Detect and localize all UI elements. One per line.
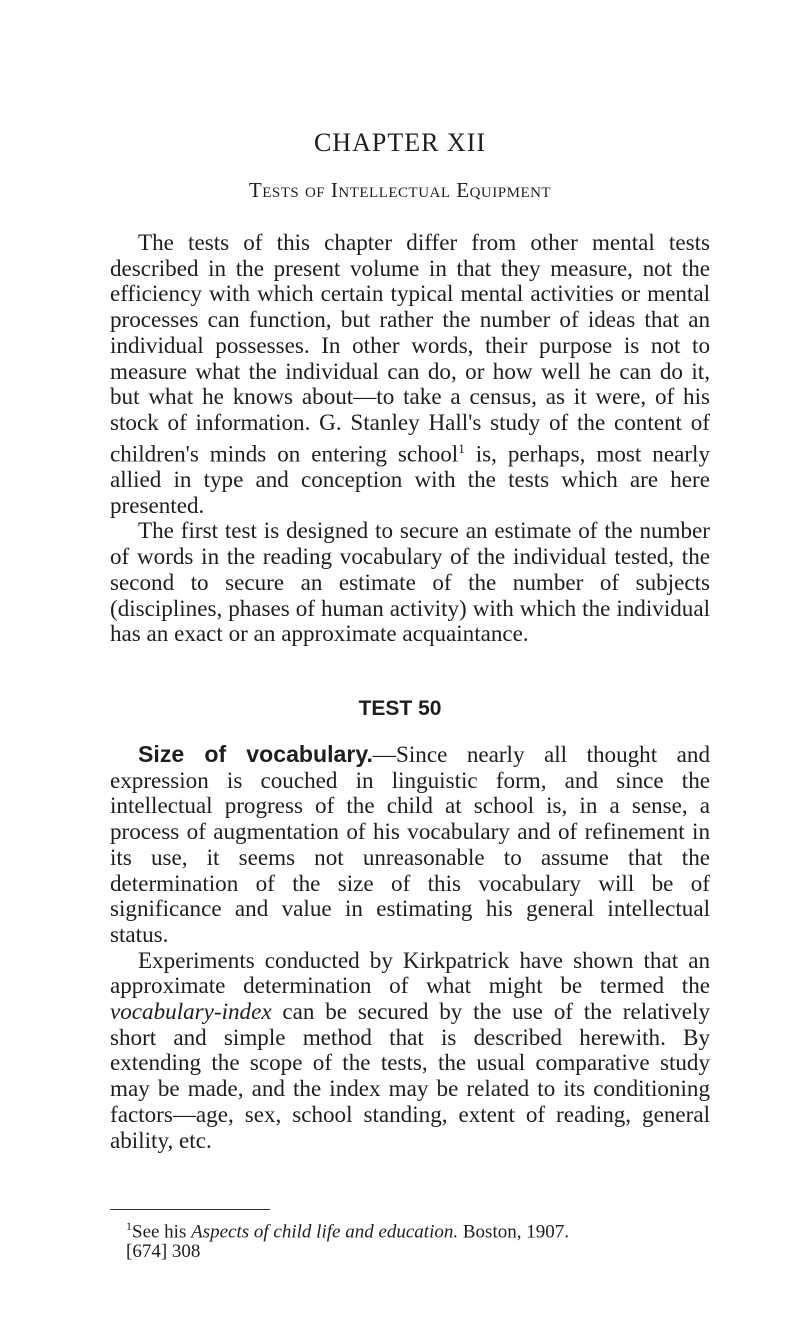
page-number	[126, 1240, 200, 1264]
footnote-ref: 1	[458, 440, 465, 456]
test-text-2a: Experiments conducted by Kirkpatrick have shown that an approximate determination of what might be termed the	[110, 946, 710, 999]
test-text-2b: can be secured by the use of the relatively short and simple method that is described herewith. By extending the scope of the tests, the usual comparative study may be made, and the index may be related to its conditioning factors—age, sex, school standing, extent of reading, general ability, etc.	[110, 998, 710, 1153]
test-paragraph-1	[110, 742, 710, 948]
runin-heading: Size of vocabulary.	[138, 741, 373, 767]
intro-paragraph-1	[110, 230, 710, 518]
footnote	[126, 1214, 726, 1244]
intro-text-1: The tests of this chapter differ from other mental tests described in the present volume in that they measure, not the efficiency with which certain typical mental activities or mental processes can function, but rather the number of ideas that an individual possesses. In other words, their purpose is not to measure what the individual can do, or how well he can do it, but what he knows about—to take a census, as it were, of his stock of information. G. Stanley Hall's study of the content of children's minds on entering school	[110, 229, 710, 467]
test-paragraph-2	[110, 948, 710, 1154]
page-number-bracket: [674]	[126, 1241, 168, 1262]
test-section	[110, 742, 710, 1153]
intro-section	[110, 230, 710, 647]
intro-text-1-end: is, perhaps, most nearly allied in type and conception with the tests which are here presented.	[110, 440, 710, 518]
page-number-value: 308	[171, 1241, 201, 1262]
footnote-divider	[110, 1209, 270, 1210]
vocabulary-index-term: vocabulary-index	[110, 998, 272, 1025]
intro-paragraph-2: The first test is designed to secure an estimate of the number of words in the reading vocabulary of the individual tested, the second to secure an estimate of the number of subjects (disciplines, phases of human activity) with which the individual has an exact or an approximate acquaintance.	[110, 517, 710, 647]
footnote-marker: 1	[126, 1219, 132, 1233]
footnote-book-title: Aspects of child life and education.	[191, 1221, 459, 1243]
footnote-prefix: See his	[132, 1221, 192, 1243]
test-heading: TEST 50	[358, 697, 442, 720]
footnote-suffix: Boston, 1907.	[458, 1221, 569, 1243]
chapter-title: CHAPTER XII	[313, 128, 487, 157]
test-text-1: —Since nearly all thought and expression is couched in linguistic form, and since the intellectual progress of the child at school is, in a sense, a process of augmentation of his vocabulary and of refinement in its use, it seems not unreasonable to assume that the determination of the size of this vocabulary will be of significance and value in estimating his general intellectual status.	[110, 741, 710, 947]
chapter-subtitle: Tests of Intellectual Equipment	[248, 178, 552, 202]
